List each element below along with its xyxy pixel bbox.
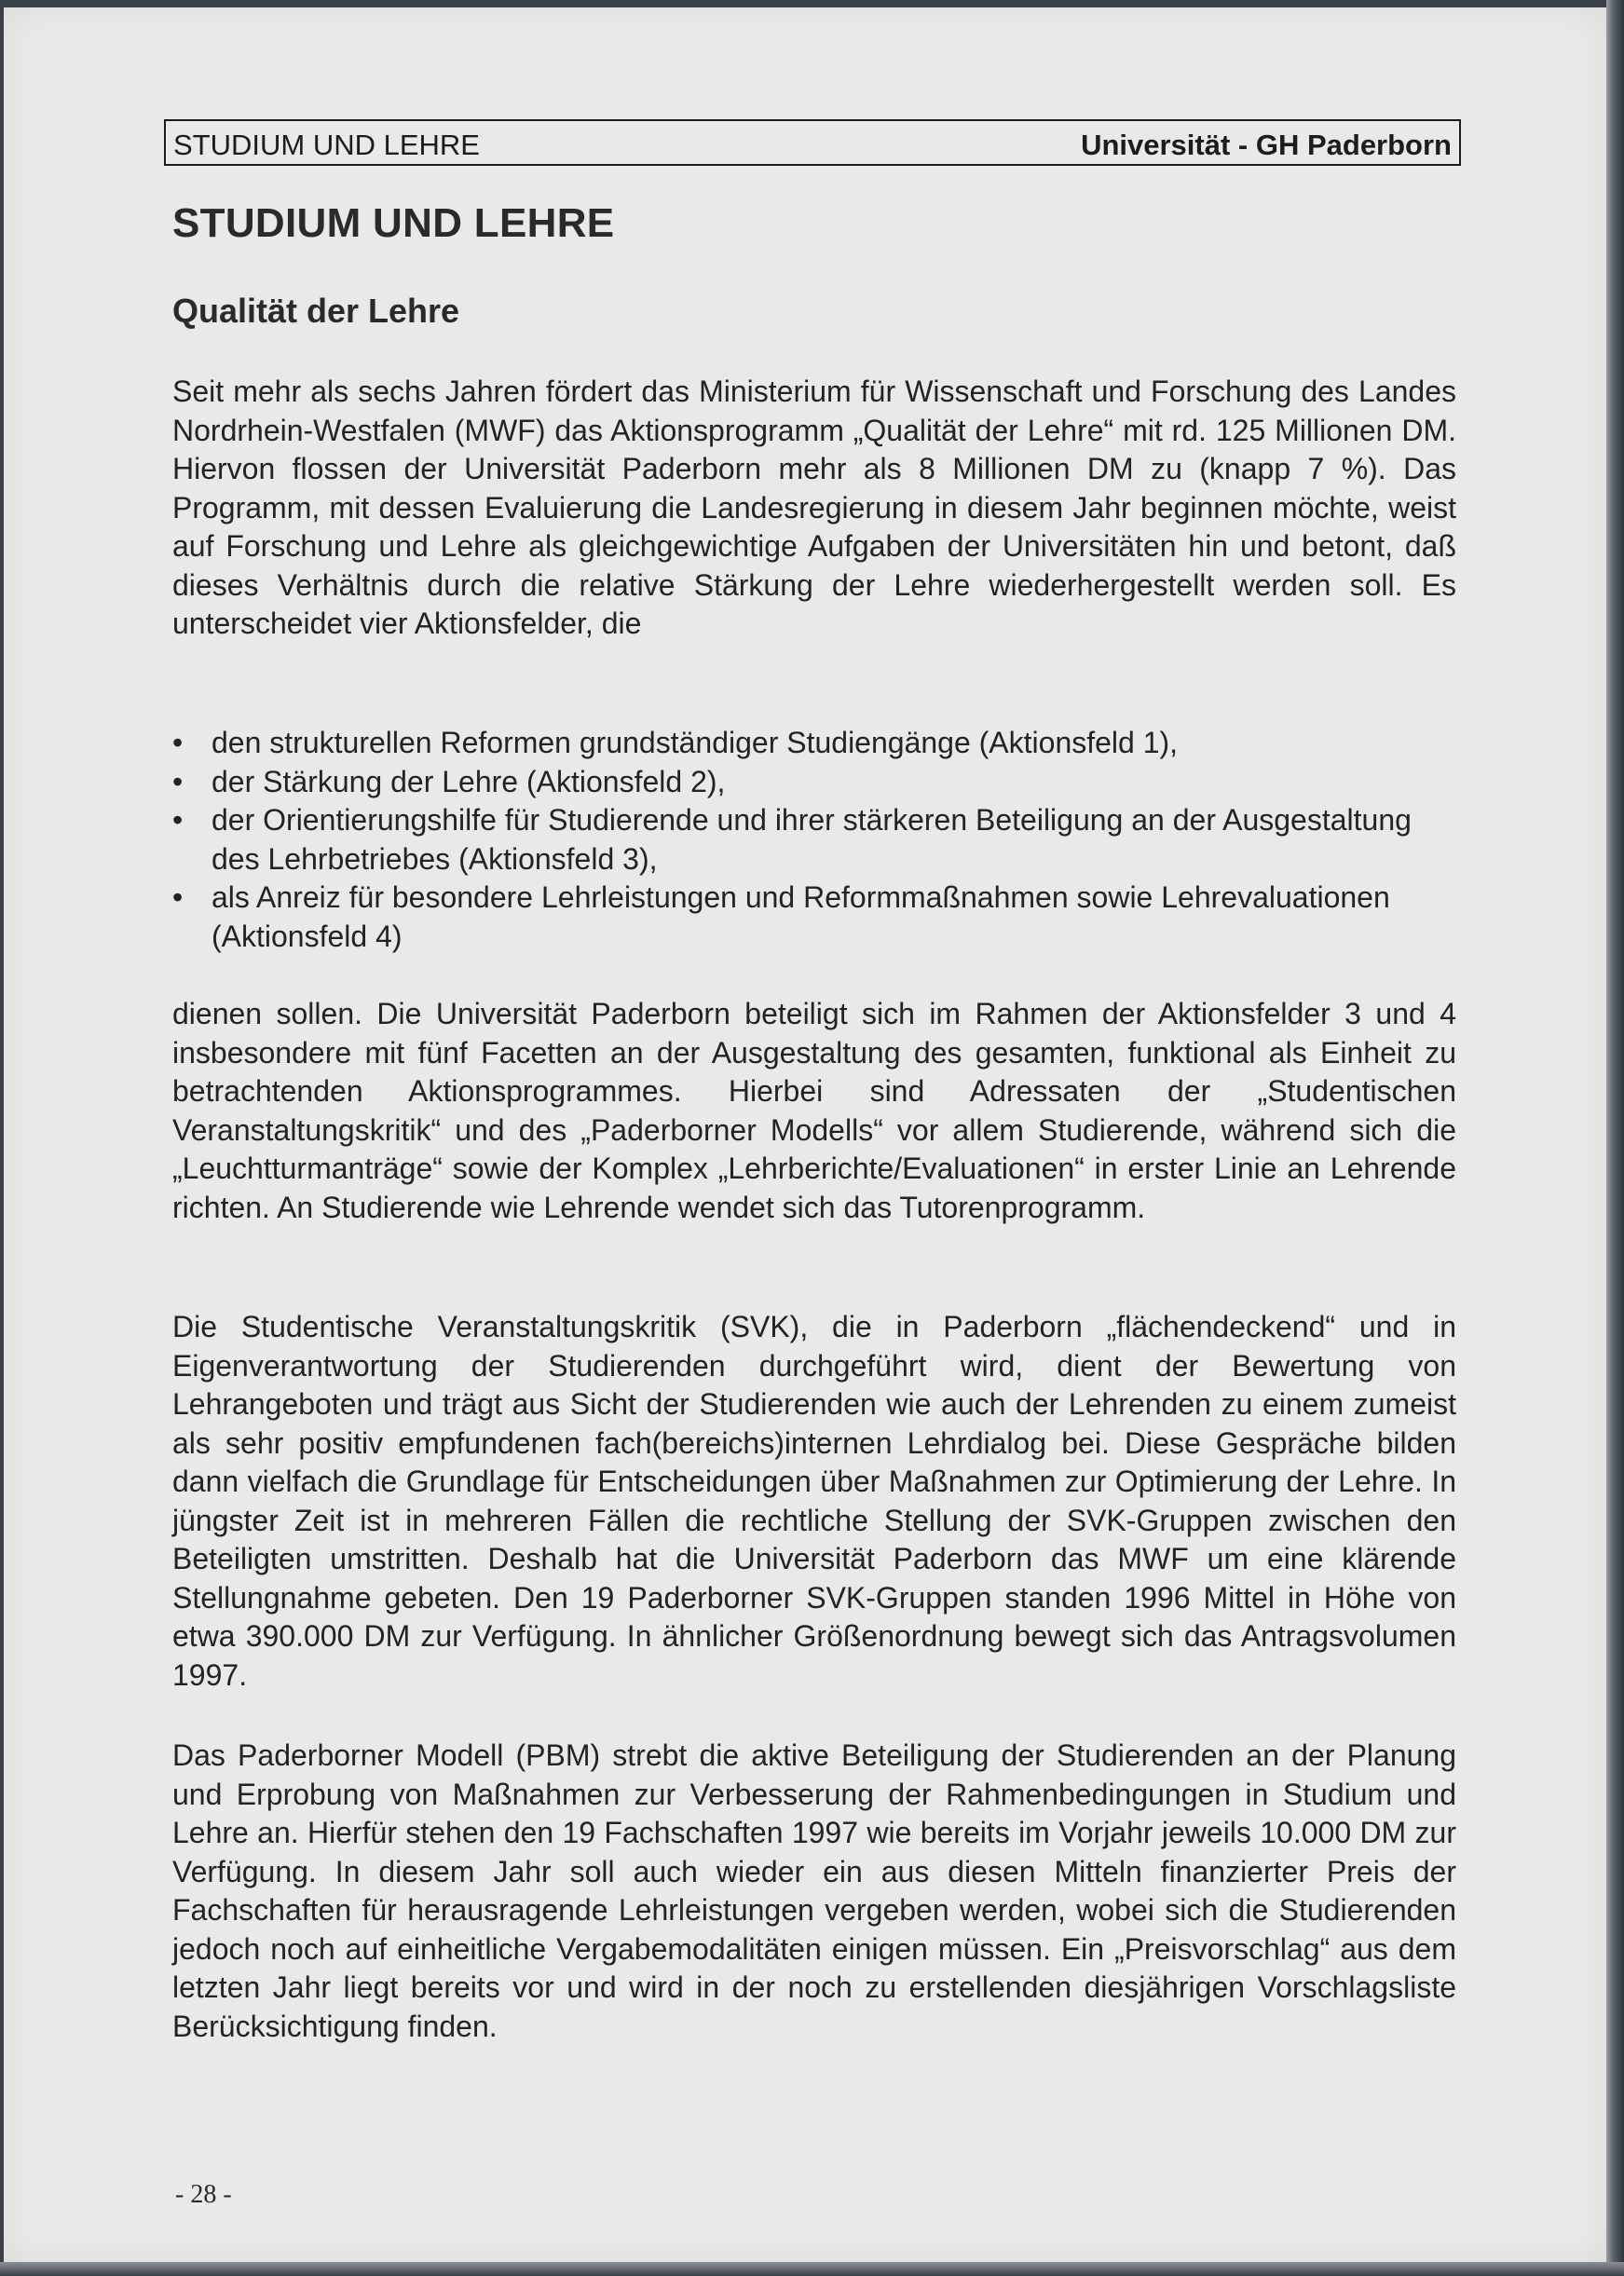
list-item: • als Anreiz für besondere Lehrleistungen und Reformmaßnahmen sowie Lehrevaluationen (Aktionsfeld 4) [172, 879, 1456, 956]
paragraph-intro: Seit mehr als sechs Jahren fördert das Ministerium für Wissenschaft und Forschung des Landes Nordrhein-Westfalen (MWF) das Aktionsprogramm „Qualität der Lehre“ mit rd. 125 Millionen DM. Hiervon flossen der Universität Paderborn mehr als 8 Millionen DM zu (knapp 7 %). Das Programm, mit dessen Evaluierung die Landesregierung in diesem Jahr beginnen möchte, weist auf Forschung und Lehre als gleichgewichtige Aufgaben der Universitäten hin und betont, daß dieses Verhältnis durch die relative Stärkung der Lehre wiederhergestellt werden soll. Es unterscheidet vier Aktionsfelder, die [172, 375, 1456, 640]
page-number: - 28 - [175, 2180, 232, 2209]
scan-bottom-edge [0, 2262, 1624, 2276]
list-item: • der Orientierungshilfe für Studierende und ihrer stärkeren Beteiligung an der Ausgestaltung des Lehrbetriebes (Aktionsfeld 3), [172, 801, 1456, 879]
list-item: • der Stärkung der Lehre (Aktionsfeld 2), [172, 763, 1456, 802]
running-header [164, 119, 1461, 166]
header-section-label: STUDIUM UND LEHRE [173, 129, 480, 161]
paragraph-pbm: Das Paderborner Modell (PBM) strebt die aktive Beteiligung der Studierenden an der Planung und Erprobung von Maßnahmen zur Verbesserung der Rahmenbedingungen in Studium und Lehre an. Hierfür stehen den 19 Fachschaften 1997 wie bereits im Vorjahr jeweils 10.000 DM zur Verfügung. In diesem Jahr soll auch wieder ein aus diesen Mitteln finanzierter Preis der Fachschaften für herausragende Lehrleistungen vergeben werden, wobei sich die Studierenden jedoch noch auf einheitliche Vergabemodalitäten einigen müssen. Ein „Preisvorschlag“ aus dem letzten Jahr liegt bereits vor und wird in der noch zu erstellenden diesjährigen Vorschlagsliste Berücksichtigung finden. [172, 1738, 1456, 2043]
list-item: • den strukturellen Reformen grundständiger Studiengänge (Aktionsfeld 1), [172, 724, 1456, 763]
page-title: STUDIUM UND LEHRE [172, 200, 615, 246]
scan-right-edge [1606, 0, 1624, 2276]
action-fields-list [172, 724, 1456, 956]
header-university-label: Universität - GH Paderborn [1081, 129, 1452, 161]
paragraph-svk: Die Studentische Veranstaltungskritik (SVK), die in Paderborn „flächendeckend“ und in Eigenverantwortung der Studierenden durchgeführt wird, dient der Bewertung von Lehrangeboten und trägt aus Sicht der Studierenden wie auch der Lehrenden zu einem zumeist als sehr positiv empfundenen fach(bereichs)internen Lehrdialog bei. Diese Gespräche bilden dann vielfach die Grundlage für Entscheidungen über Maßnahmen zur Optimierung der Lehre. In jüngster Zeit ist in mehreren Fällen die rechtliche Stellung der SVK-Gruppen zwischen den Beteiligten umstritten. Deshalb hat die Universität Paderborn das MWF um eine klärende Stellungnahme gebeten. Den 19 Paderborner SVK-Gruppen standen 1996 Mittel in Höhe von etwa 390.000 DM zur Verfügung. In ähnlicher Größenordnung bewegt sich das Antragsvolumen 1997. [172, 1310, 1456, 1692]
paragraph-after-list: dienen sollen. Die Universität Paderborn beteiligt sich im Rahmen der Aktionsfelder 3 und 4 insbesondere mit fünf Facetten an der Ausgestaltung des gesamten, funktional als Einheit zu betrachtenden Aktionsprogrammes. Hierbei sind Adressaten der „Studentischen Veranstaltungskritik“ und des „Paderborner Modells“ vor allem Studierende, während sich die „Leuchtturmanträge“ sowie der Komplex „Lehrberichte/Evaluationen“ in erster Linie an Lehrende richten. An Studierende wie Lehrende wendet sich das Tutorenprogramm. [172, 997, 1456, 1224]
section-title: Qualität der Lehre [172, 292, 460, 330]
